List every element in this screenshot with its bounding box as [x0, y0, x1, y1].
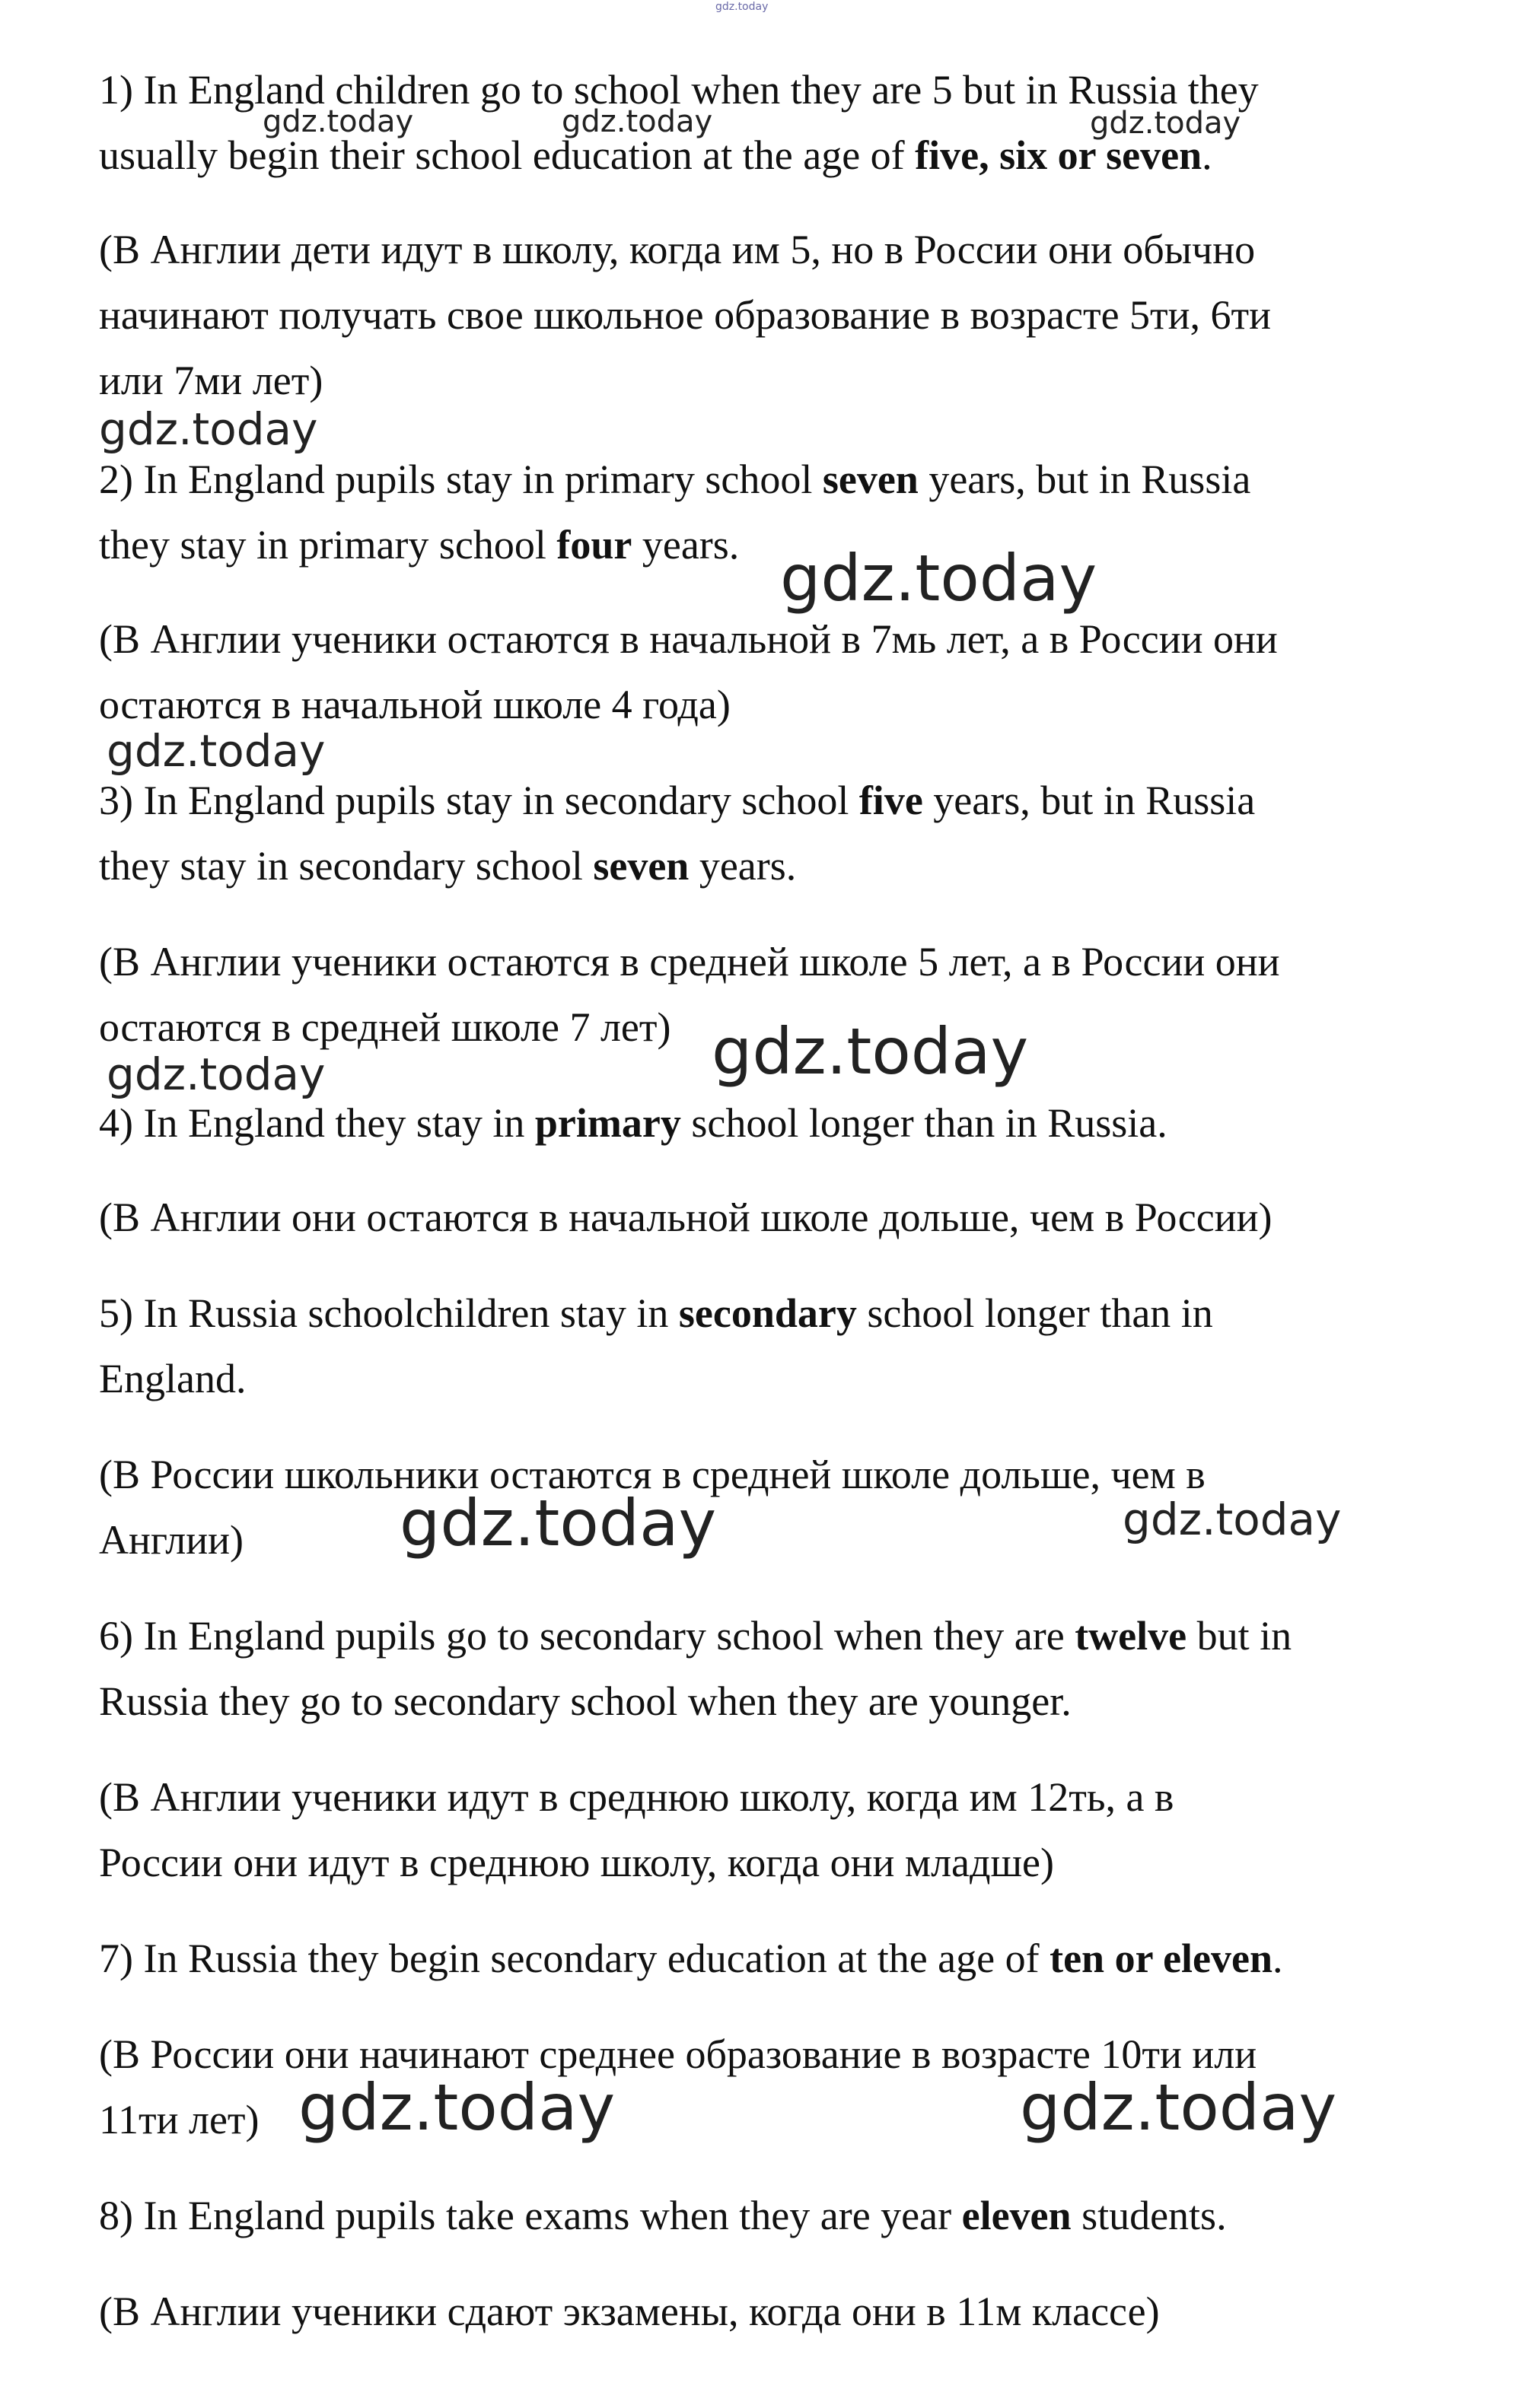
answer-2-bold: seven	[822, 456, 919, 502]
answer-8-ru-line-1: (В Англии ученики сдают экзамены, когда они в 11м классе)	[99, 2289, 1160, 2334]
watermark: gdz.today	[562, 104, 713, 139]
watermark: gdz.today	[780, 541, 1097, 616]
watermark: gdz.today	[107, 1048, 326, 1100]
answer-6-en-line-1: 6) In England pupils go to secondary school when they are twelve but in	[99, 1613, 1292, 1659]
answer-8-bold: eleven	[961, 2193, 1072, 2238]
watermark: gdz.today	[1123, 1493, 1342, 1545]
answer-3-ru-line-2: остаются в средней школе 7 лет)	[99, 1004, 671, 1050]
watermark: gdz.today	[1090, 106, 1241, 141]
answer-1-en-line-1: 1) In England children go to school when they are 5 but in Russia they	[99, 67, 1259, 113]
watermark-top: gdz.today	[715, 1, 769, 13]
answer-2-en-line-2: they stay in primary school four years.	[99, 522, 740, 568]
answer-1-ru-line-2: начинают получать свое школьное образование в возрасте 5ти, 6ти	[99, 292, 1272, 338]
watermark: gdz.today	[263, 104, 414, 139]
answer-3-bold: five	[858, 778, 923, 823]
answer-7-bold: ten or eleven	[1050, 1936, 1273, 1981]
answer-7-ru-line-1: (В России они начинают среднее образование в возрасте 10ти или	[99, 2031, 1257, 2077]
answer-3-en-line-1: 3) In England pupils stay in secondary school five years, but in Russia	[99, 778, 1256, 823]
answer-4-en-line-1: 4) In England they stay in primary school longer than in Russia.	[99, 1100, 1167, 1146]
answer-5-bold: secondary	[678, 1290, 857, 1336]
watermark: gdz.today	[712, 1014, 1029, 1089]
answer-1-ru-line-1: (В Англии дети идут в школу, когда им 5, но в России они обычно	[99, 227, 1256, 272]
answer-8-en-line-1: 8) In England pupils take exams when they are year eleven students.	[99, 2193, 1227, 2238]
answer-1-ru-line-3: или 7ми лет)	[99, 358, 323, 403]
answer-2-ru-line-2: остаются в начальной школе 4 года)	[99, 682, 731, 727]
answer-5-en-line-1: 5) In Russia schoolchildren stay in secondary school longer than in	[99, 1290, 1213, 1336]
answer-5-ru-line-2: Англии)	[99, 1517, 244, 1563]
watermark: gdz.today	[99, 403, 318, 455]
answer-6-ru-line-1: (В Англии ученики идут в среднюю школу, когда им 12ть, а в	[99, 1774, 1174, 1820]
answer-2-en-line-1: 2) In England pupils stay in primary school seven years, but in Russia	[99, 456, 1251, 502]
answer-5-en-line-2: England.	[99, 1356, 247, 1401]
answer-6-ru-line-2: России они идут в среднюю школу, когда они младше)	[99, 1840, 1054, 1885]
answer-1-en-line-2: usually begin their school education at the age of five, six or seven.	[99, 132, 1212, 178]
watermark: gdz.today	[298, 2070, 616, 2145]
answer-6-bold: twelve	[1075, 1613, 1187, 1659]
answer-3-ru-line-1: (В Англии ученики остаются в средней школе 5 лет, а в России они	[99, 939, 1280, 985]
answer-4-bold: primary	[534, 1100, 681, 1146]
answer-3-en-line-2: they stay in secondary school seven years.	[99, 843, 797, 889]
answer-2-ru-line-1: (В Англии ученики остаются в начальной в 7мь лет, а в России они	[99, 616, 1278, 662]
answer-7-ru-line-2: 11ти лет)	[99, 2097, 260, 2142]
answer-6-en-line-2: Russia they go to secondary school when they are younger.	[99, 1678, 1072, 1724]
answer-1-bold: five, six or seven	[915, 132, 1202, 178]
watermark: gdz.today	[1020, 2070, 1337, 2145]
answer-2-bold-2: four	[556, 522, 632, 568]
answer-3-bold-2: seven	[593, 843, 690, 889]
watermark: gdz.today	[400, 1486, 717, 1560]
answer-4-ru-line-1: (В Англии они остаются в начальной школе дольше, чем в России)	[99, 1194, 1273, 1240]
watermark: gdz.today	[107, 725, 326, 777]
answer-7-en-line-1: 7) In Russia they begin secondary education at the age of ten or eleven.	[99, 1936, 1283, 1981]
answer-5-ru-line-1: (В России школьники остаются в средней школе дольше, чем в	[99, 1452, 1206, 1497]
